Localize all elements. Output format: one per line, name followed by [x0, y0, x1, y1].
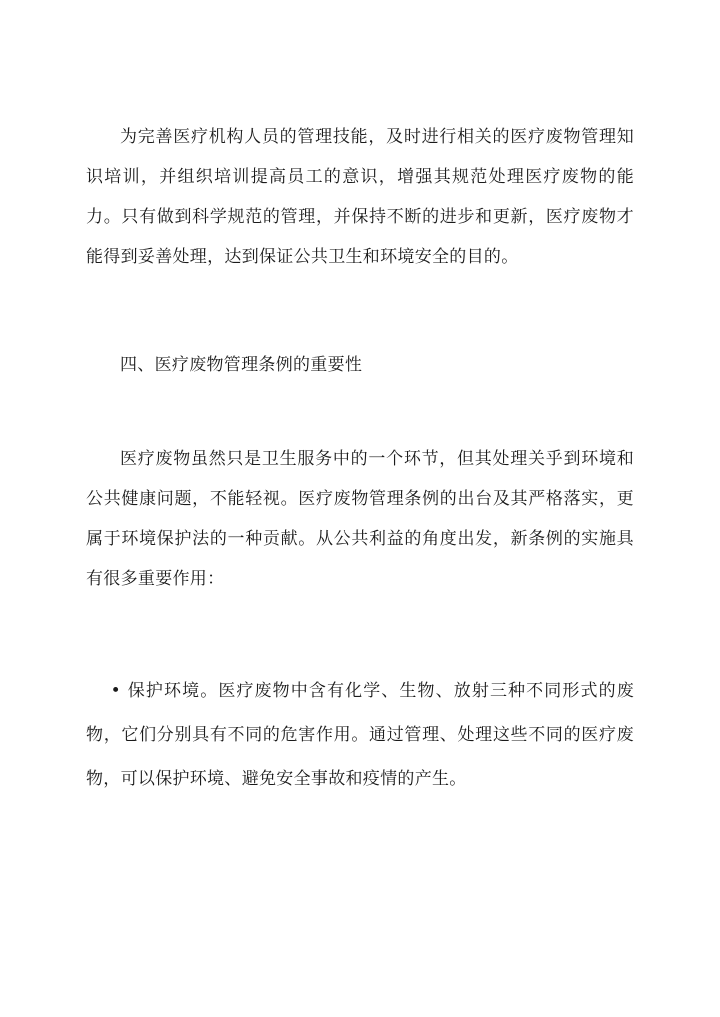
bullet-text: 保护环境。医疗废物中含有化学、生物、放射三种不同形式的废物，它们分别具有不同的危害作用。通过管理、处理这些不同的医疗废物，可以保护环境、避免安全事故和疫情的产生。 [86, 681, 634, 789]
paragraph-importance: 医疗废物虽然只是卫生服务中的一个环节，但其处理关乎到环境和公共健康问题，不能轻视。医疗废物管理条例的出台及其严格落实，更属于环境保护法的一种贡献。从公共利益的角度出发，新条例的实施具有很多重要作用： [86, 449, 634, 589]
bullet-item [86, 669, 634, 801]
section-heading: 四、医疗废物管理条例的重要性 [120, 355, 363, 375]
paragraph-training: 为完善医疗机构人员的管理技能，及时进行相关的医疗废物管理知识培训，并组织培训提高员工的意识，增强其规范处理医疗废物的能力。只有做到科学规范的管理，并保持不断的进步和更新，医疗废物才能得到妥善处理，达到保证公共卫生和环境安全的目的。 [86, 127, 634, 267]
bullet-marker: • [110, 681, 121, 701]
